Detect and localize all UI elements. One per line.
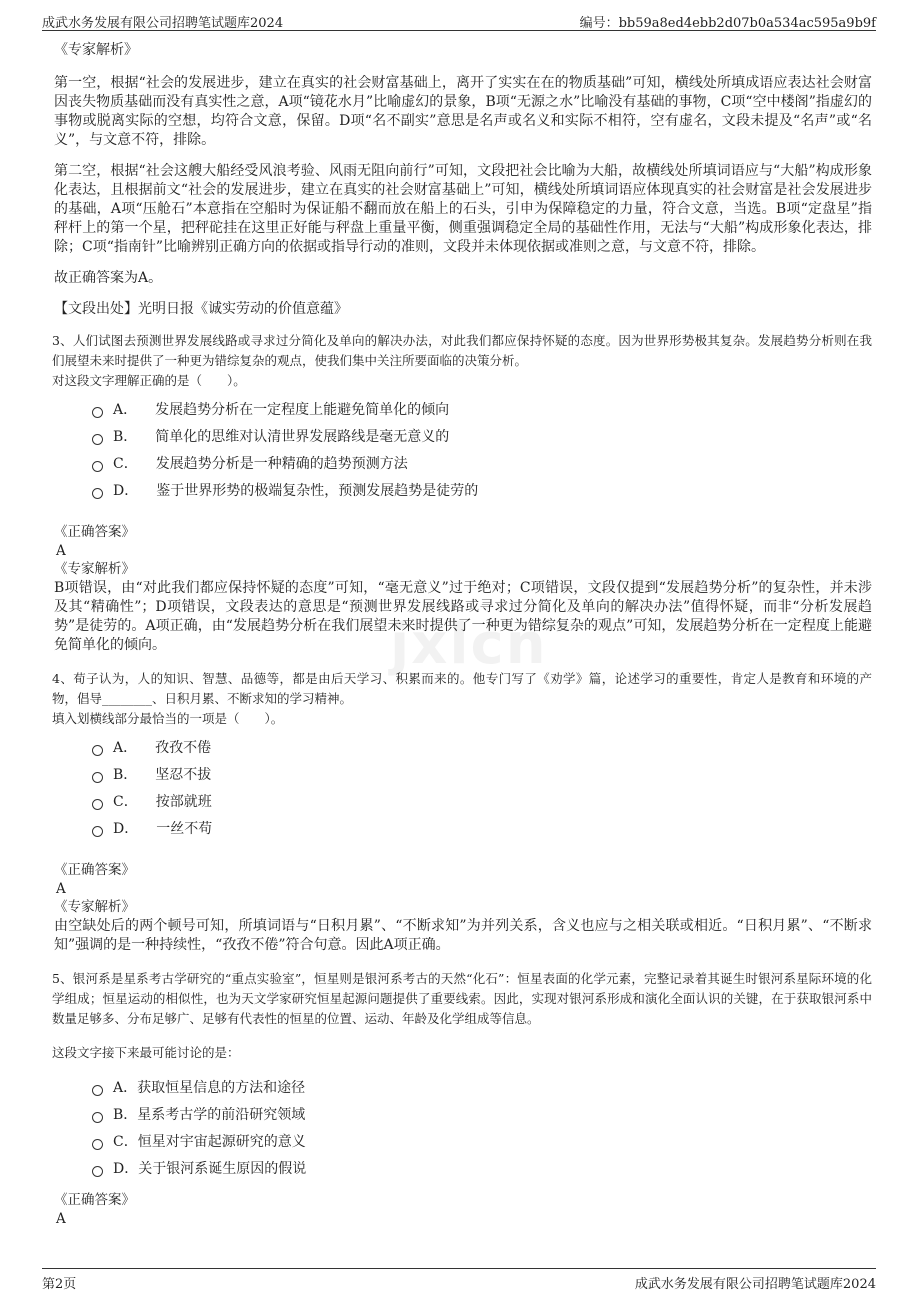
prev-analysis-paragraph-1: 第一空，根据“社会的发展进步，建立在真实的社会财富基础上，离开了实实在在的物质基础”可知，横线处所填成语应表达社会财富因丧失物质基础而没有真实性之意，A项“镜花水月”比喻虚幻的景象，B项“无源之水”比喻没有基础的事物，C项“空中楼阁”指虚幻的事物或脱离实际的空想，均符合文意，保留。D项“名不副实”意思是名声或名义和实际不相符，空有虚名，文段未提及“名声”或“名义”，与文意不符，排除。 bbox=[54, 75, 872, 148]
radio-icon[interactable] bbox=[92, 1085, 103, 1096]
question-3 bbox=[54, 331, 872, 655]
expert-analysis: B项错误，由“对此我们都应保持怀疑的态度”可知，“毫无意义”过于绝对；C项错误，文段仅提到“发展趋势分析”的复杂性，并未涉及其“精确性”；D项错误，文段表达的意思是“预测世界发展线路或寻求过分简化及单向的解决办法”值得怀疑，而非“分析发展趋势”是徒劳的。A项正确，由“发展趋势分析在我们展望未来时提供了一种更为错综复杂的观点”可知，发展趋势分析在一定程度上能避免简单化的倾向。 bbox=[54, 580, 872, 653]
radio-icon[interactable] bbox=[92, 772, 103, 783]
option-b[interactable]: B． 简单化的思维对认清世界发展路线是毫无意义的 bbox=[92, 424, 872, 451]
expert-label: 《专家解析》 bbox=[54, 899, 135, 915]
option-c[interactable]: C． 发展趋势分析是一种精确的趋势预测方法 bbox=[92, 451, 872, 478]
question-stem: 4、荀子认为，人的知识、智慧、品德等，都是由后天学习、积累而来的。他专门写了《劝学》篇，论述学习的重要性，肯定人是教育和环境的产物，倡导________、日积月累、不断求知的学习精神。 bbox=[52, 671, 872, 706]
question-stem: 5、银河系是星系考古学研究的“重点实验室”，恒星则是银河系考古的天然“化石”：恒星表面的化学元素，完整记录着其诞生时银河系星际环境的化学组成；恒星运动的相似性，也为天文学家研究恒星起源问题提供了重要线索。因此，实现对银河系形成和演化全面认识的关键，在于获取银河系中数量足够多、分布足够广、足够有代表性的恒星的位置、运动、年龄及化学组成等信息。 bbox=[52, 971, 872, 1026]
answer-label: 《正确答案》 bbox=[54, 1192, 135, 1208]
expert-label: 《专家解析》 bbox=[54, 561, 135, 577]
answer-value: A bbox=[56, 543, 66, 559]
answer-label: 《正确答案》 bbox=[54, 524, 135, 540]
answer-label: 《正确答案》 bbox=[54, 862, 135, 878]
option-list bbox=[92, 397, 872, 505]
option-d[interactable]: D． 鉴于世界形势的极端复杂性，预测发展趋势是徒劳的 bbox=[92, 478, 872, 505]
option-b[interactable]: B． 坚忍不拔 bbox=[92, 762, 872, 789]
radio-icon[interactable] bbox=[92, 1139, 103, 1150]
radio-icon[interactable] bbox=[92, 745, 103, 756]
answer-value: A bbox=[56, 881, 66, 897]
page-footer bbox=[42, 1268, 876, 1293]
radio-icon[interactable] bbox=[92, 799, 103, 810]
footer-page-number: 第2页 bbox=[42, 1277, 77, 1292]
radio-icon[interactable] bbox=[92, 1112, 103, 1123]
option-a[interactable]: A． 孜孜不倦 bbox=[92, 735, 872, 762]
option-list bbox=[92, 735, 872, 843]
option-c[interactable]: C． 按部就班 bbox=[92, 789, 872, 816]
radio-icon[interactable] bbox=[92, 826, 103, 837]
question-stem: 3、人们试图去预测世界发展线路或寻求过分简化及单向的解决办法，对此我们都应保持怀疑的态度。因为世界形势极其复杂。发展趋势分析则在我们展望未来时提供了一种更为错综复杂的观点，使我们集中关注所要面临的决策分析。 bbox=[52, 333, 872, 368]
prev-analysis-paragraph-2: 第二空，根据“社会这艘大船经受风浪考验、风雨无阻向前行”可知，文段把社会比喻为大船，故横线处所填词语应与“大船”构成形象化表达，且根据前文“社会的发展进步，建立在真实的社会财富基础上”可知，横线处所填词语应体现真实的社会财富是社会发展进步的基础，A项“压舱石”本意指在空船时为保证船不翻而放在船上的石头，引申为保障稳定的力量，符合文意，当选。B项“定盘星”指秤杆上的第一个星，把秤砣挂在这里正好能与秤盘上重量平衡，侧重强调稳定全局的基础性作用，无法与“大船”构成形象化表达，排除；C项“指南针”比喻辨别正确方向的依据或指导行动的准则，文段并未体现依据或准则之意，与文意不符，排除。 bbox=[54, 163, 872, 255]
header-title: 成武水务发展有限公司招聘笔试题库2024 bbox=[42, 16, 284, 31]
option-d[interactable]: D． 关于银河系诞生原因的假说 bbox=[92, 1156, 872, 1183]
prev-source: 【文段出处】光明日报《诚实劳动的价值意蕴》 bbox=[54, 301, 348, 317]
prev-conclusion: 故正确答案为A。 bbox=[54, 270, 163, 286]
answer-value: A bbox=[56, 1211, 66, 1227]
question-prompt: 对这段文字理解正确的是（ ）。 bbox=[52, 373, 246, 388]
question-5 bbox=[54, 969, 872, 1228]
option-c[interactable]: C． 恒星对宇宙起源研究的意义 bbox=[92, 1129, 872, 1156]
page-content bbox=[54, 40, 872, 1228]
prev-expert-label: 《专家解析》 bbox=[54, 42, 138, 58]
footer-title: 成武水务发展有限公司招聘笔试题库2024 bbox=[634, 1277, 876, 1292]
radio-icon[interactable] bbox=[92, 1166, 103, 1177]
expert-analysis: 由空缺处后的两个顿号可知，所填词语与“日积月累”、“不断求知”为并列关系，含义也应与之相关联或相近。“日积月累”、“不断求知”强调的是一种持续性，“孜孜不倦”符合句意。因此A项正确。 bbox=[54, 918, 872, 953]
radio-icon[interactable] bbox=[92, 434, 103, 445]
question-prompt: 填入划横线部分最恰当的一项是（ ）。 bbox=[52, 711, 284, 726]
question-prompt: 这段文字接下来最可能讨论的是： bbox=[52, 1045, 240, 1060]
watermark: jxlcn bbox=[390, 612, 548, 677]
radio-icon[interactable] bbox=[92, 407, 103, 418]
option-list bbox=[92, 1075, 872, 1183]
question-4 bbox=[54, 669, 872, 955]
option-b[interactable]: B． 星系考古学的前沿研究领域 bbox=[92, 1102, 872, 1129]
page-header bbox=[42, 8, 876, 31]
header-doc-number: 编号：bb59a8ed4ebb2d07b0a534ac595a9b9f bbox=[579, 16, 876, 31]
radio-icon[interactable] bbox=[92, 461, 103, 472]
option-a[interactable]: A． 发展趋势分析在一定程度上能避免简单化的倾向 bbox=[92, 397, 872, 424]
option-d[interactable]: D． 一丝不苟 bbox=[92, 816, 872, 843]
option-a[interactable]: A． 获取恒星信息的方法和途径 bbox=[92, 1075, 872, 1102]
radio-icon[interactable] bbox=[92, 488, 103, 499]
